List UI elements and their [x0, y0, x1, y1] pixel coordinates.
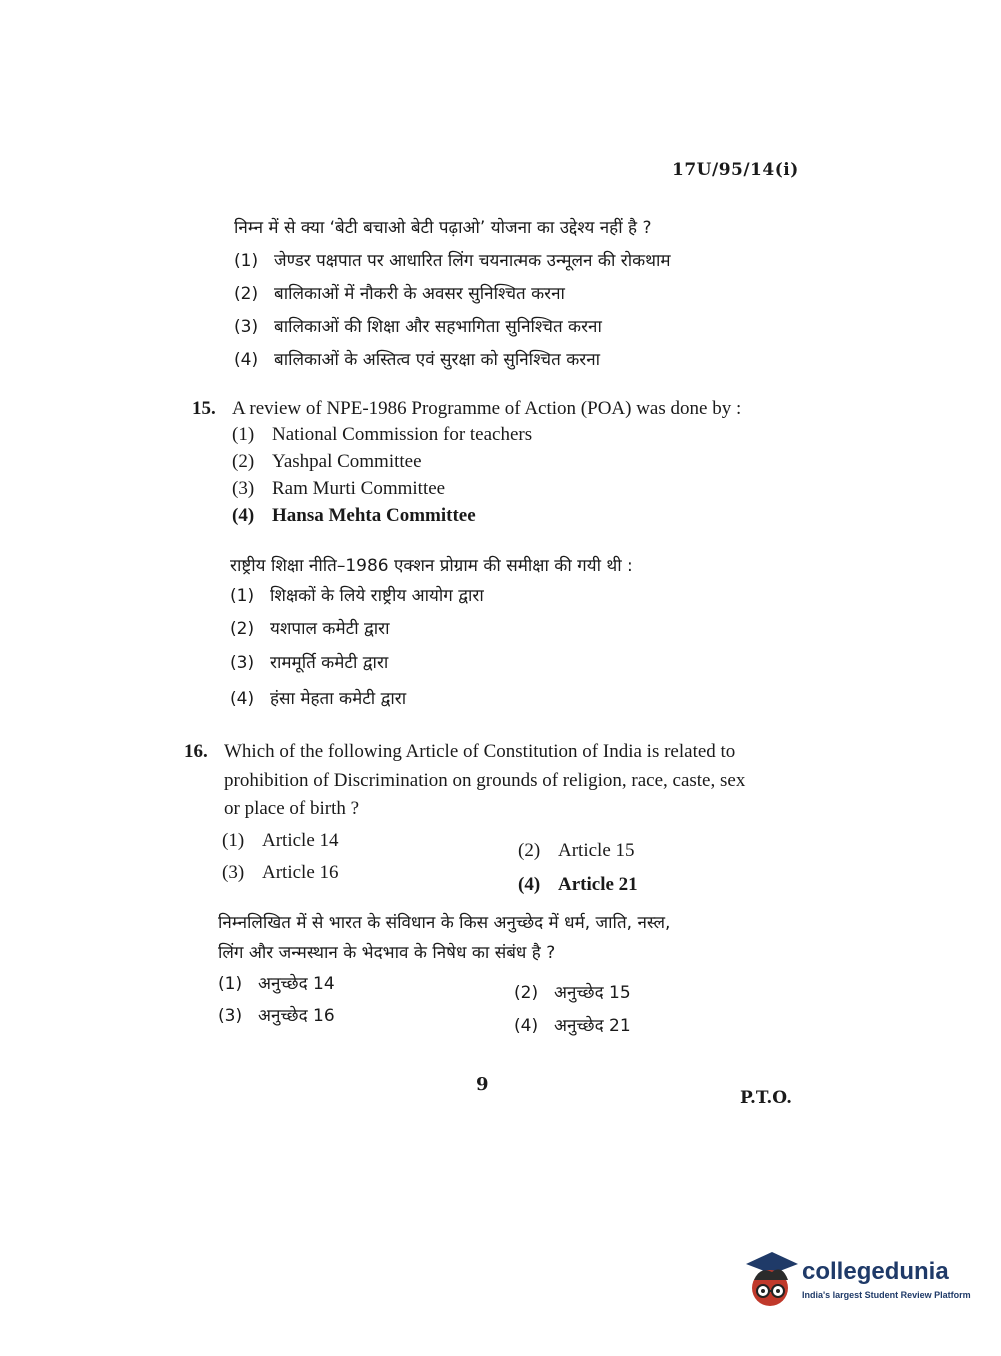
option-text: Article 14 [262, 830, 339, 851]
question-number: 16. [184, 741, 208, 762]
question-text: A review of NPE-1986 Programme of Action (POA) was done by : [232, 398, 742, 419]
q15-option-3 [232, 478, 445, 500]
option-text: हंसा मेहता कमेटी द्वारा [270, 689, 407, 709]
q16-hindi-option-2 [514, 980, 631, 1003]
q15-question [192, 398, 741, 420]
q16-hindi-option-3 [218, 1003, 335, 1026]
option-text: अनुच्छेद 14 [258, 974, 335, 994]
q16-option-2 [518, 840, 635, 862]
paper-code: 17U/95/14(i) [672, 160, 799, 180]
option-number: (4) [230, 689, 255, 709]
option-number: (3) [230, 653, 255, 673]
option-text: Hansa Mehta Committee [272, 505, 476, 526]
option-number: (3) [234, 317, 259, 337]
collegedunia-logo [742, 1250, 972, 1320]
q16-question-line-2: prohibition of Discrimination on grounds of religion, race, caste, sex [224, 770, 746, 791]
option-number: (1) [230, 586, 255, 606]
q14-hindi-option-3 [234, 314, 602, 337]
q15-hindi-option-4 [230, 686, 406, 709]
logo-tagline: India's largest Student Review Platform [802, 1290, 971, 1300]
option-text: National Commission for teachers [272, 424, 533, 445]
q15-option-1 [232, 424, 532, 446]
option-number: (2) [514, 983, 539, 1003]
q15-hindi-option-1 [230, 583, 484, 606]
page-number: 9 [476, 1074, 489, 1095]
option-number: (1) [218, 974, 243, 994]
option-text: Article 15 [558, 840, 635, 861]
q16-question-line-3: or place of birth ? [224, 798, 360, 819]
option-number: (4) [232, 505, 255, 526]
q14-hindi-option-2 [234, 281, 565, 304]
q15-hindi-question: राष्ट्रीय शिक्षा नीति–1986 एक्शन प्रोग्राम की समीक्षा की गयी थी : [230, 556, 633, 576]
option-text: बालिकाओं की शिक्षा और सहभागिता सुनिश्चित करना [274, 317, 602, 337]
q16-option-3 [222, 862, 339, 884]
option-number: (3) [222, 862, 245, 883]
option-number: (2) [234, 284, 259, 304]
option-text: अनुच्छेद 15 [554, 983, 631, 1003]
option-text: Yashpal Committee [272, 451, 422, 472]
question-number: 15. [192, 398, 216, 419]
option-text: बालिकाओं में नौकरी के अवसर सुनिश्चित करना [274, 284, 565, 304]
option-text: राममूर्ति कमेटी द्वारा [270, 653, 389, 673]
q16-hindi-option-1 [218, 971, 335, 994]
option-number: (2) [232, 451, 255, 472]
q14-hindi-option-1 [234, 248, 671, 271]
option-text: Ram Murti Committee [272, 478, 446, 499]
q15-option-4 [232, 505, 476, 527]
q16-option-4 [518, 874, 638, 896]
option-text: अनुच्छेद 21 [554, 1016, 631, 1036]
question-text: Which of the following Article of Constitution of India is related to [224, 741, 736, 762]
q15-hindi-option-2 [230, 616, 390, 639]
q15-hindi-option-3 [230, 650, 388, 673]
option-number: (3) [232, 478, 255, 499]
q16-hindi-question-line-1: निम्नलिखित में से भारत के संविधान के किस अनुच्छेद में धर्म, जाति, नस्ल, [218, 913, 671, 933]
option-text: अनुच्छेद 16 [258, 1006, 335, 1026]
logo-wordmark: collegedunia [802, 1258, 949, 1285]
option-text: Article 21 [558, 874, 638, 895]
option-number: (1) [222, 830, 245, 851]
option-number: (1) [232, 424, 255, 445]
option-text: यशपाल कमेटी द्वारा [270, 619, 390, 639]
option-number: (4) [518, 874, 541, 895]
q14-hindi-option-4 [234, 347, 600, 370]
q16-hindi-question-line-2: लिंग और जन्मस्थान के भेदभाव के निषेध का संबंध है ? [218, 943, 556, 963]
option-text: जेण्डर पक्षपात पर आधारित लिंग चयनात्मक उन्मूलन की रोकथाम [274, 251, 671, 271]
option-number: (4) [514, 1016, 539, 1036]
option-number: (1) [234, 251, 259, 271]
q16-option-1 [222, 830, 339, 852]
option-text: शिक्षकों के लिये राष्ट्रीय आयोग द्वारा [270, 586, 484, 606]
option-number: (3) [218, 1006, 243, 1026]
option-number: (2) [518, 840, 541, 861]
option-text: बालिकाओं के अस्तित्व एवं सुरक्षा को सुनिश्चित करना [274, 350, 601, 370]
q16-question-line-1 [184, 741, 735, 763]
q15-option-2 [232, 451, 422, 473]
option-number: (4) [234, 350, 259, 370]
option-text: Article 16 [262, 862, 339, 883]
pto-label: P.T.O. [740, 1088, 792, 1108]
q14-hindi-question: निम्न में से क्या ‘बेटी बचाओ बेटी पढ़ाओ’ योजना का उद्देश्य नहीं है ? [234, 218, 652, 238]
student-mascot-icon [742, 1250, 800, 1312]
q16-hindi-option-4 [514, 1013, 631, 1036]
option-number: (2) [230, 619, 255, 639]
